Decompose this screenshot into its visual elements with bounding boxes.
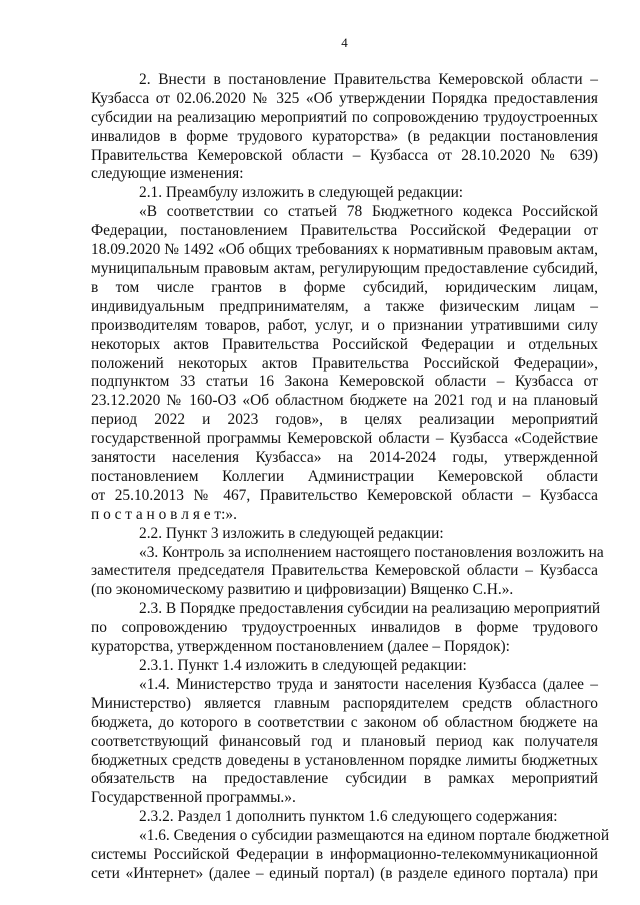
text-line: «1.6. Сведения о субсидии размещаются на едином портале бюджетной [139,827,610,845]
text-line: по сопровождению трудоустроенных инвалидов в форме трудового [91,619,598,637]
text-line: положений некоторых актов Правительства Российской Федерации», [91,354,598,372]
text-line: п о с т а н о в л я е т:». [91,505,237,523]
text-line: Министерство) является главным распорядителем средств областного [91,694,598,712]
text-line: «В соответствии со статьей 78 Бюджетного кодекса Российской [139,203,598,221]
text-line: муниципальным правовым актам, регулирующим предоставление субсидий, [91,259,598,277]
text-line: «1.4. Министерство труда и занятости населения Кузбасса (далее – [139,675,598,693]
text-line: 2.3. В Порядке предоставления субсидии на реализацию мероприятий [139,600,601,618]
paragraph [91,543,604,601]
text-line: государственной программы Кемеровской области – Кузбасса «Содействие [91,430,598,448]
text-line: 2.2. Пункт 3 изложить в следующей редакции: [139,524,444,542]
text-line: сети «Интернет» (далее – единый портал) (в разделе единого портала) при [91,864,598,882]
text-line: кураторства, утвержденном постановлением (далее – Порядок): [91,638,510,656]
paragraph [91,525,598,544]
text-line: системы Российской Федерации в информационно-телекоммуникационной [91,846,598,864]
paragraph [91,657,598,676]
text-line: (по экономическому развитию и цифровизации) Вященко С.Н.». [91,581,514,599]
text-line: Федерации, постановлением Правительства Российской Федерации от [91,222,598,240]
text-line: некоторых актов Правительства Российской Федерации и отдельных [91,335,598,353]
text-line: Кузбасса от 02.06.2020 № 325 «Об утверждении Порядка предоставления [91,89,598,107]
paragraph [91,71,598,184]
text-line: 2.3.2. Раздел 1 дополнить пунктом 1.6 следующего содержания: [139,808,558,826]
text-line: 2.1. Преамбулу изложить в следующей редакции: [139,184,464,202]
document-page [91,34,610,884]
text-line: следующие изменения: [91,165,244,183]
text-line: от 25.10.2013 № 467, Правительство Кемеровской области – Кузбасса [91,486,598,504]
document-body [91,70,610,884]
text-line: инвалидов в форме трудового кураторства» (в редакции постановления [91,127,598,145]
text-line: заместителя председателя Правительства Кемеровской области – Кузбасса [91,562,598,580]
text-line: период 2022 и 2023 годов», в целях реализации мероприятий [91,411,598,429]
text-line: 18.09.2020 № 1492 «Об общих требованиях к нормативным правовым актам, [91,241,598,259]
text-line: бюджета, до которого в соответствии с законом об областном бюджете на [91,713,598,731]
text-line: субсидии на реализацию мероприятий по сопровождению трудоустроенных [91,108,598,126]
text-line: 23.12.2020 № 160-ОЗ «Об областном бюджете на 2021 год и на плановый [91,392,598,410]
paragraph [91,676,598,808]
text-line: соответствующий финансовый год и плановый период как получателя [91,732,598,750]
text-line: 2.3.1. Пункт 1.4 изложить в следующей редакции: [139,657,467,674]
text-line: Правительства Кемеровской области – Кузбасса от 28.10.2020 № 639) [91,146,598,164]
page-number: 4 [341,35,348,50]
paragraph [91,184,598,203]
text-line: производителям товаров, работ, услуг, и о признании утратившими силу [91,316,598,334]
text-line: в том числе грантов в форме субсидий, юридическим лицам, [91,278,598,296]
text-line: 2. Внести в постановление Правительства Кемеровской области – [139,70,598,88]
paragraph [91,808,598,827]
text-line: занятости населения Кузбасса» на 2014-2024 годы, утвержденной [91,449,598,467]
paragraph [91,203,598,524]
text-line: бюджетных средств доведены в установленном порядке лимиты бюджетных [91,751,598,769]
text-line: подпунктом 33 статьи 16 Закона Кемеровской области – Кузбасса от [91,373,598,391]
text-line: постановлением Коллегии Администрации Кемеровской области [91,467,598,485]
paragraph [91,827,610,884]
text-line: «3. Контроль за исполнением настоящего постановления возложить на [139,543,604,561]
text-line: индивидуальным предпринимателям, а также физическим лицам – [91,297,598,315]
text-line: Государственной программы.». [91,789,296,807]
paragraph [91,600,601,657]
text-line: обязательств на предоставление субсидии в рамках мероприятий [91,770,598,788]
